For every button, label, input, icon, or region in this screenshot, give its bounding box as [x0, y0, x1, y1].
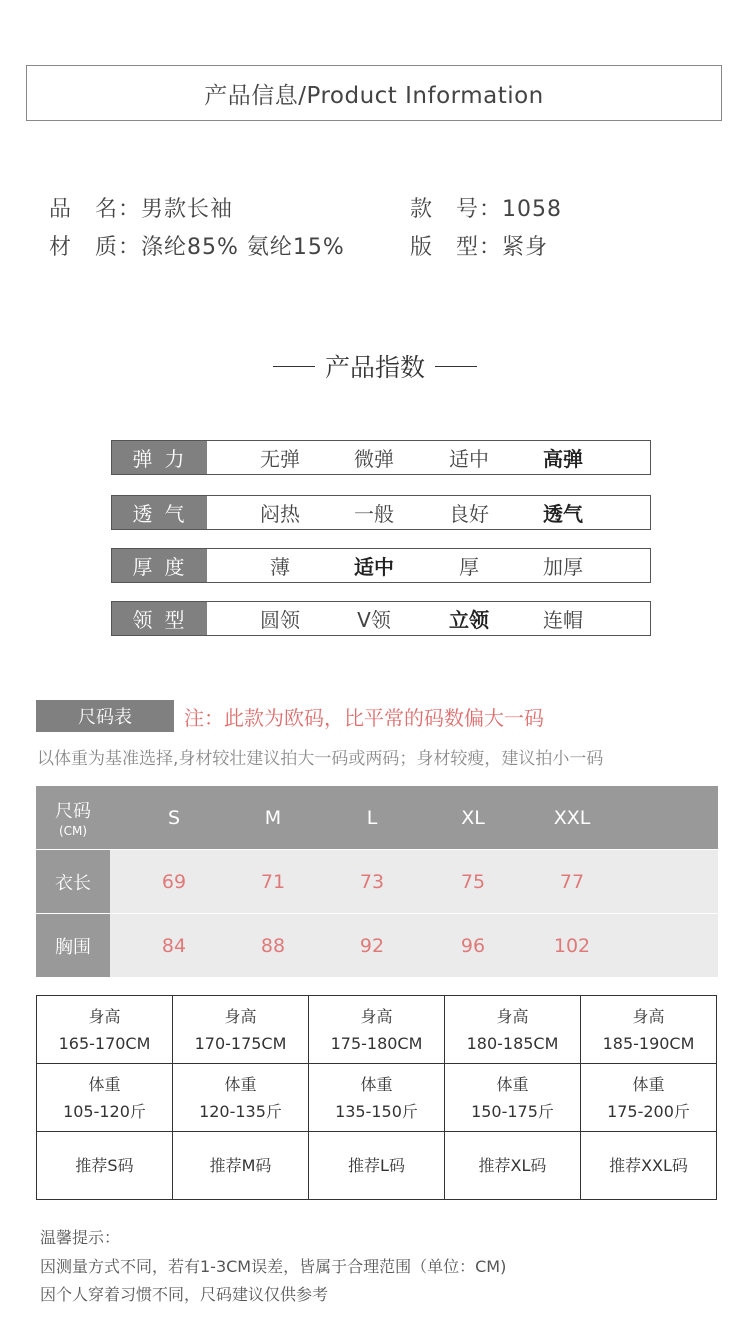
fit-type: 版 型：紧身 — [410, 235, 549, 260]
index-option: 一般 — [354, 502, 394, 526]
size-row-label: 衣长 — [36, 850, 110, 913]
size-header-label — [36, 786, 110, 849]
size-cell: 77 — [559, 870, 585, 893]
weight-cell — [309, 1064, 445, 1132]
size-cell: 69 — [161, 870, 187, 893]
size-header-text: 尺码 — [55, 801, 91, 822]
size-cell: 88 — [260, 934, 286, 957]
weight-range: 105-120斤 — [63, 1101, 146, 1121]
index-option: 微弹 — [354, 447, 394, 471]
recommend-cell: 推荐S码 — [37, 1132, 173, 1200]
size-table — [36, 786, 718, 977]
weight-cell — [37, 1064, 173, 1132]
size-table-header — [36, 786, 718, 849]
size-col-header: S — [167, 806, 181, 829]
weight-row — [37, 1064, 717, 1132]
weight-label: 体重 — [224, 1074, 257, 1094]
product-name: 品 名：男款长袖 — [49, 197, 234, 222]
material: 材 质：涤纶85% 氨纶15% — [49, 235, 345, 260]
weight-label: 体重 — [360, 1074, 393, 1094]
weight-label: 体重 — [632, 1074, 665, 1094]
recommend-cell: 推荐M码 — [173, 1132, 309, 1200]
size-chart-tag: 尺码表 — [36, 700, 174, 732]
index-option: 厚 — [459, 555, 479, 579]
size-cell: 75 — [460, 870, 486, 893]
size-subtitle: 以体重为基准选择,身材较壮建议拍大一码或两码；身材较瘦，建议拍小一码 — [37, 749, 604, 769]
title-divider-left — [273, 366, 315, 367]
height-label: 身高 — [496, 1006, 529, 1026]
index-option: 闷热 — [260, 502, 300, 526]
index-option-selected: 立领 — [449, 608, 489, 632]
height-label: 身高 — [88, 1006, 121, 1026]
size-row-label: 胸围 — [36, 914, 110, 977]
size-col-header: XXL — [553, 806, 591, 829]
tips-line-2: 因个人穿着习惯不同，尺码建议仅供参考 — [40, 1285, 329, 1304]
weight-cell — [445, 1064, 581, 1132]
height-label: 身高 — [360, 1006, 393, 1026]
size-row-chest — [36, 913, 718, 977]
size-cell: 92 — [359, 934, 385, 957]
index-section-title — [0, 348, 750, 384]
size-col-header: L — [366, 806, 378, 829]
height-cell — [445, 996, 581, 1064]
style-number: 款 号：1058 — [410, 197, 562, 222]
size-row-length — [36, 849, 718, 913]
height-range: 165-170CM — [58, 1033, 151, 1053]
title-divider-right — [435, 366, 477, 367]
index-row-thickness — [111, 548, 651, 583]
height-range: 170-175CM — [194, 1033, 287, 1053]
size-cell: 84 — [161, 934, 187, 957]
index-option: 连帽 — [543, 608, 583, 632]
height-cell — [581, 996, 717, 1064]
size-col-header: XL — [461, 806, 485, 829]
weight-cell — [581, 1064, 717, 1132]
recommend-cell: 推荐XL码 — [445, 1132, 581, 1200]
index-label: 厚度 — [112, 549, 207, 582]
index-option-selected: 适中 — [354, 555, 394, 579]
height-range: 175-180CM — [330, 1033, 423, 1053]
recommend-cell: 推荐XXL码 — [581, 1132, 717, 1200]
index-option: V领 — [357, 608, 391, 632]
index-option: 加厚 — [543, 555, 583, 579]
recommend-table — [36, 995, 717, 1200]
size-note: 注：此款为欧码，比平常的码数偏大一码 — [184, 705, 544, 730]
product-info-header — [26, 65, 722, 121]
recommend-cell: 推荐L码 — [309, 1132, 445, 1200]
height-cell — [37, 996, 173, 1064]
height-label: 身高 — [224, 1006, 257, 1026]
index-option-selected: 透气 — [543, 502, 583, 526]
height-range: 180-185CM — [466, 1033, 559, 1053]
size-col-header: M — [264, 806, 282, 829]
tips-line-1: 因测量方式不同，若有1-3CM误差，皆属于合理范围（单位：CM) — [40, 1257, 507, 1276]
height-cell — [173, 996, 309, 1064]
size-cell: 102 — [553, 934, 591, 957]
weight-range: 150-175斤 — [471, 1101, 554, 1121]
index-label: 弹力 — [112, 441, 207, 474]
index-option: 无弹 — [260, 447, 300, 471]
index-row-breathability — [111, 495, 651, 530]
product-info-title: 产品信息/Product Information — [204, 82, 544, 109]
height-label: 身高 — [632, 1006, 665, 1026]
size-cell: 71 — [260, 870, 286, 893]
index-title-text: 产品指数 — [324, 353, 425, 382]
index-option: 薄 — [270, 555, 290, 579]
index-label: 领型 — [112, 602, 207, 635]
weight-label: 体重 — [496, 1074, 529, 1094]
size-cell: 96 — [460, 934, 486, 957]
tips-title: 温馨提示： — [40, 1228, 121, 1247]
weight-cell — [173, 1064, 309, 1132]
weight-range: 120-135斤 — [199, 1101, 282, 1121]
weight-range: 135-150斤 — [335, 1101, 418, 1121]
index-option: 圆领 — [260, 608, 300, 632]
index-option-selected: 高弹 — [543, 447, 583, 471]
index-option: 良好 — [449, 502, 489, 526]
recommend-row — [37, 1132, 717, 1200]
height-range: 185-190CM — [602, 1033, 695, 1053]
height-row — [37, 996, 717, 1064]
size-header-unit: (CM) — [58, 824, 88, 838]
weight-range: 175-200斤 — [607, 1101, 690, 1121]
index-option: 适中 — [449, 447, 489, 471]
index-row-elasticity — [111, 440, 651, 475]
weight-label: 体重 — [88, 1074, 121, 1094]
index-row-collar — [111, 601, 651, 636]
size-cell: 73 — [359, 870, 385, 893]
index-label: 透气 — [112, 496, 207, 529]
height-cell — [309, 996, 445, 1064]
